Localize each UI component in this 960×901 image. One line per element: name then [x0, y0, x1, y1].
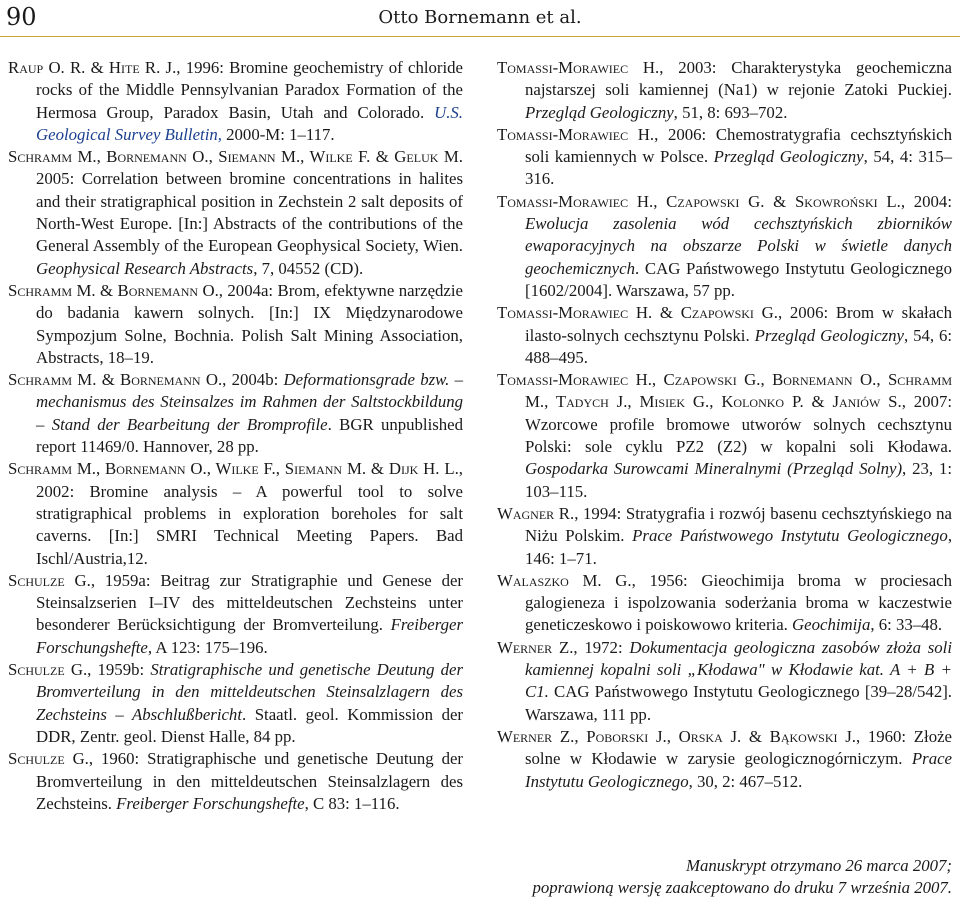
received-date: Manuskrypt otrzymano 26 marca 2007; [686, 856, 952, 875]
page-number: 90 [6, 3, 37, 31]
reference-text: , 7, 04552 (CD). [253, 258, 364, 278]
reference-text: , 1959b: [87, 660, 151, 680]
reference-text: , 1994: Stratygrafia i rozwój basenu cechsztyńskiego na Niżu Polskim. [525, 503, 952, 546]
reference-text: , 2003: Charakterystyka geochemiczna najstarszej soli kamiennej (Na1) w rejonie Zatoki Puckiej. [525, 58, 952, 100]
reference-text: , 54, 6: 488–495. [525, 325, 953, 367]
references-left-column [8, 57, 463, 815]
reference-entry [8, 659, 463, 748]
reference-text: CAG Państwowego Instytutu Geologicznego [39–28/542]. Warszawa, 111 pp. [525, 682, 952, 724]
reference-authors: Walaszko M. G. [497, 570, 632, 590]
reference-title: Ewolucja zasolenia wód cechsztyńskich zbiorników ewaporacyjnych na obszarze Polski w świetle danych geochemicznych [525, 214, 952, 278]
reference-text: , 2002: Bromine analysis – A powerful tool to solve stratigraphical problems in exploration boreholes for salt caverns. [In:] SMRI Technical Meeting Papers. Bad Ischl/Austria,12. [36, 459, 463, 568]
reference-text: , 2004b: [222, 370, 284, 390]
reference-entry [497, 637, 952, 726]
reference-text: . Staatl. geol. Kommission der DDR, Zentr. geol. Dienst Halle, 84 pp. [36, 704, 464, 746]
reference-authors: Schulze G. [8, 660, 88, 680]
reference-journal: Geochimija [792, 615, 871, 635]
reference-journal: Przegląd Geologiczny [713, 147, 864, 167]
reference-journal: Przegląd Geologiczny [754, 325, 904, 345]
reference-text: , 2006: Brom w skałach ilasto-solnych cechsztynu Polski. [525, 303, 952, 345]
reference-journal: Prace Państwowego Instytutu Geologicznego [632, 526, 948, 546]
reference-journal: Prace Instytutu Geologicznego [525, 749, 952, 791]
manuscript-dates [532, 855, 952, 900]
reference-text: , 2006: Chemostratygrafia cechsztyńskich soli kamiennych w Polsce. [525, 124, 952, 167]
reference-text: 2005: Correlation between bromine concentrations in halites and their stratigraphical position in Zechstein 2 salt deposits of North-West Europe. [In:] Abstracts of the contributions of the General Assembly of the European Geophysical Society, Wien. [36, 169, 463, 256]
reference-entry [497, 191, 952, 302]
reference-text: , 1960: Stratigraphische und genetische Deutung der Bromverteilung in den mitteldeutschen Steinsalzlagern des Zechsteins. [36, 749, 463, 813]
reference-text: . BGR unpublished report 11469/0. Hannover, 28 pp. [36, 414, 463, 457]
reference-journal: Gospodarka Surowcami Mineralnymi (Przegląd Solny) [525, 459, 903, 479]
reference-text: , 1996: Bromine geochemistry of chloride rocks of the Middle Pennsylvanian Paradox Formation of the Hermosa Group, Paradox Basin, Utah and Colorado. [36, 58, 463, 122]
reference-entry [8, 570, 463, 659]
reference-text: , 1959a: Beitrag zur Stratigraphie und Genese der Steinsalzserien I–IV des mitteldeutschen Zechsteins unter besonderer Berücksichtigung der Bromverteilung. [36, 570, 463, 635]
reference-authors: Werner Z. [497, 637, 574, 657]
reference-authors: Tomassi-Morawiec H. [497, 124, 655, 144]
reference-text: . CAG Państwowego Instytutu Geologicznego [1602/2004]. Warszawa, 57 pp. [525, 258, 952, 300]
reference-entry [497, 503, 952, 570]
reference-journal: Przegląd Geologiczny [525, 102, 674, 122]
running-title: Otto Bornemann et al. [378, 7, 582, 28]
reference-text: 2000-M: 1–117. [221, 124, 335, 144]
reference-text: , 2007: Wzorcowe profile bromowe utworów solnych cechsztynu Polski: sole cyklu PZ2 (Z2) w kopalni soli Kłodawa. [525, 392, 952, 457]
reference-text: , 2004: [900, 191, 952, 211]
reference-authors: Tomassi-Morawiec H. [497, 58, 660, 77]
reference-text: , 1972: [573, 637, 630, 657]
reference-title: Stratigraphische und genetische Deutung der Bromverteilung in den mitteldeutschen Steinsalzlagern des Zechsteins – Abschlußbericht [36, 660, 464, 724]
reference-authors: Schramm M. & Bornemann O. [8, 280, 219, 300]
reference-text: , A 123: 175–196. [147, 637, 268, 657]
reference-text: , 54, 4: 315–316. [525, 147, 953, 189]
reference-entry [8, 748, 463, 815]
reference-text: , 146: 1–71. [525, 526, 953, 568]
reference-authors: Schramm M. & Bornemann O. [8, 370, 223, 390]
reference-entry [8, 280, 463, 369]
reference-entry [497, 726, 952, 793]
reference-entry [497, 570, 952, 637]
reference-text: , 51, 8: 693–702. [673, 102, 788, 122]
reference-entry [8, 146, 463, 280]
reference-text: , 1960: Złoże solne w Kłodawie w zarysie geologicznogórniczym. [525, 726, 953, 769]
reference-authors: Raup O. R. & Hite R. J. [8, 58, 177, 77]
reference-journal: U.S. Geological Survey Bulletin, [36, 102, 463, 144]
reference-authors: Schramm M., Bornemann O., Wilke F., Siemann M. & Dijk H. L. [8, 459, 459, 479]
reference-journal: Freiberger Forschungshefte [116, 793, 305, 813]
reference-title: Deformationsgrade bzw. – mechanismus des Steinsalzes im Rahmen der Saltstockbildung – Stand der Bearbeitung der Bromprofile [36, 370, 463, 434]
reference-text: , C 83: 1–116. [304, 793, 400, 813]
reference-text: , 2004a: Brom, efektywne narzędzie do badania kawern solnych. [In:] IX Międzynarodowe Sympozjum Solne, Bochnia. Polish Salt Mining Association, Abstracts, 18–19. [36, 280, 463, 367]
reference-authors: Schramm M., Bornemann O., Siemann M., Wilke F. & Geluk M. [8, 147, 463, 167]
reference-text: , 23, 1: 103–115. [525, 459, 952, 501]
references-right-column [497, 57, 952, 793]
reference-entry [8, 369, 463, 458]
page-header [0, 0, 960, 42]
reference-authors: Tomassi-Morawiec H., Czapowski G. & Skowroński L. [497, 191, 901, 211]
reference-authors: Schulze G. [8, 570, 91, 590]
reference-entry [497, 302, 952, 369]
reference-authors: Schulze G. [8, 749, 89, 769]
reference-entry [497, 369, 952, 503]
reference-entry [8, 57, 463, 146]
reference-authors: Tomassi-Morawiec H., Czapowski G., Bornemann O., Schramm M., Tadych J., Misiek G., Kolonko P. & Janiów S. [497, 370, 952, 412]
reference-journal: Freiberger Forschungshefte [36, 615, 463, 657]
reference-text: , 30, 2: 467–512. [688, 771, 803, 791]
reference-entry [8, 458, 463, 569]
reference-entry [497, 124, 952, 191]
reference-authors: Wagner R. [497, 503, 575, 523]
header-rule [0, 36, 960, 37]
reference-text: , 1956: Gieochimija broma w prociesach galogieneza i ispolzowania soderżania broma w kaczestwie geneticzeskowo i poiskowowo kriteria. [525, 570, 952, 635]
reference-entry [497, 57, 952, 124]
reference-text: , 6: 33–48. [870, 615, 943, 635]
reference-title: Dokumentacja geologiczna zasobów złoża soli kamiennej kopalni soli „Kłodawa" w Kłodawie kat. A + B + C1. [525, 637, 952, 702]
accepted-date: poprawioną wersję zaakceptowano do druku 7 września 2007. [532, 878, 952, 898]
reference-journal: Geophysical Research Abstracts [36, 258, 254, 278]
reference-authors: Werner Z., Poborski J., Orska J. & Bąkowski J. [497, 726, 856, 746]
reference-authors: Tomassi-Morawiec H. & Czapowski G. [497, 303, 778, 323]
